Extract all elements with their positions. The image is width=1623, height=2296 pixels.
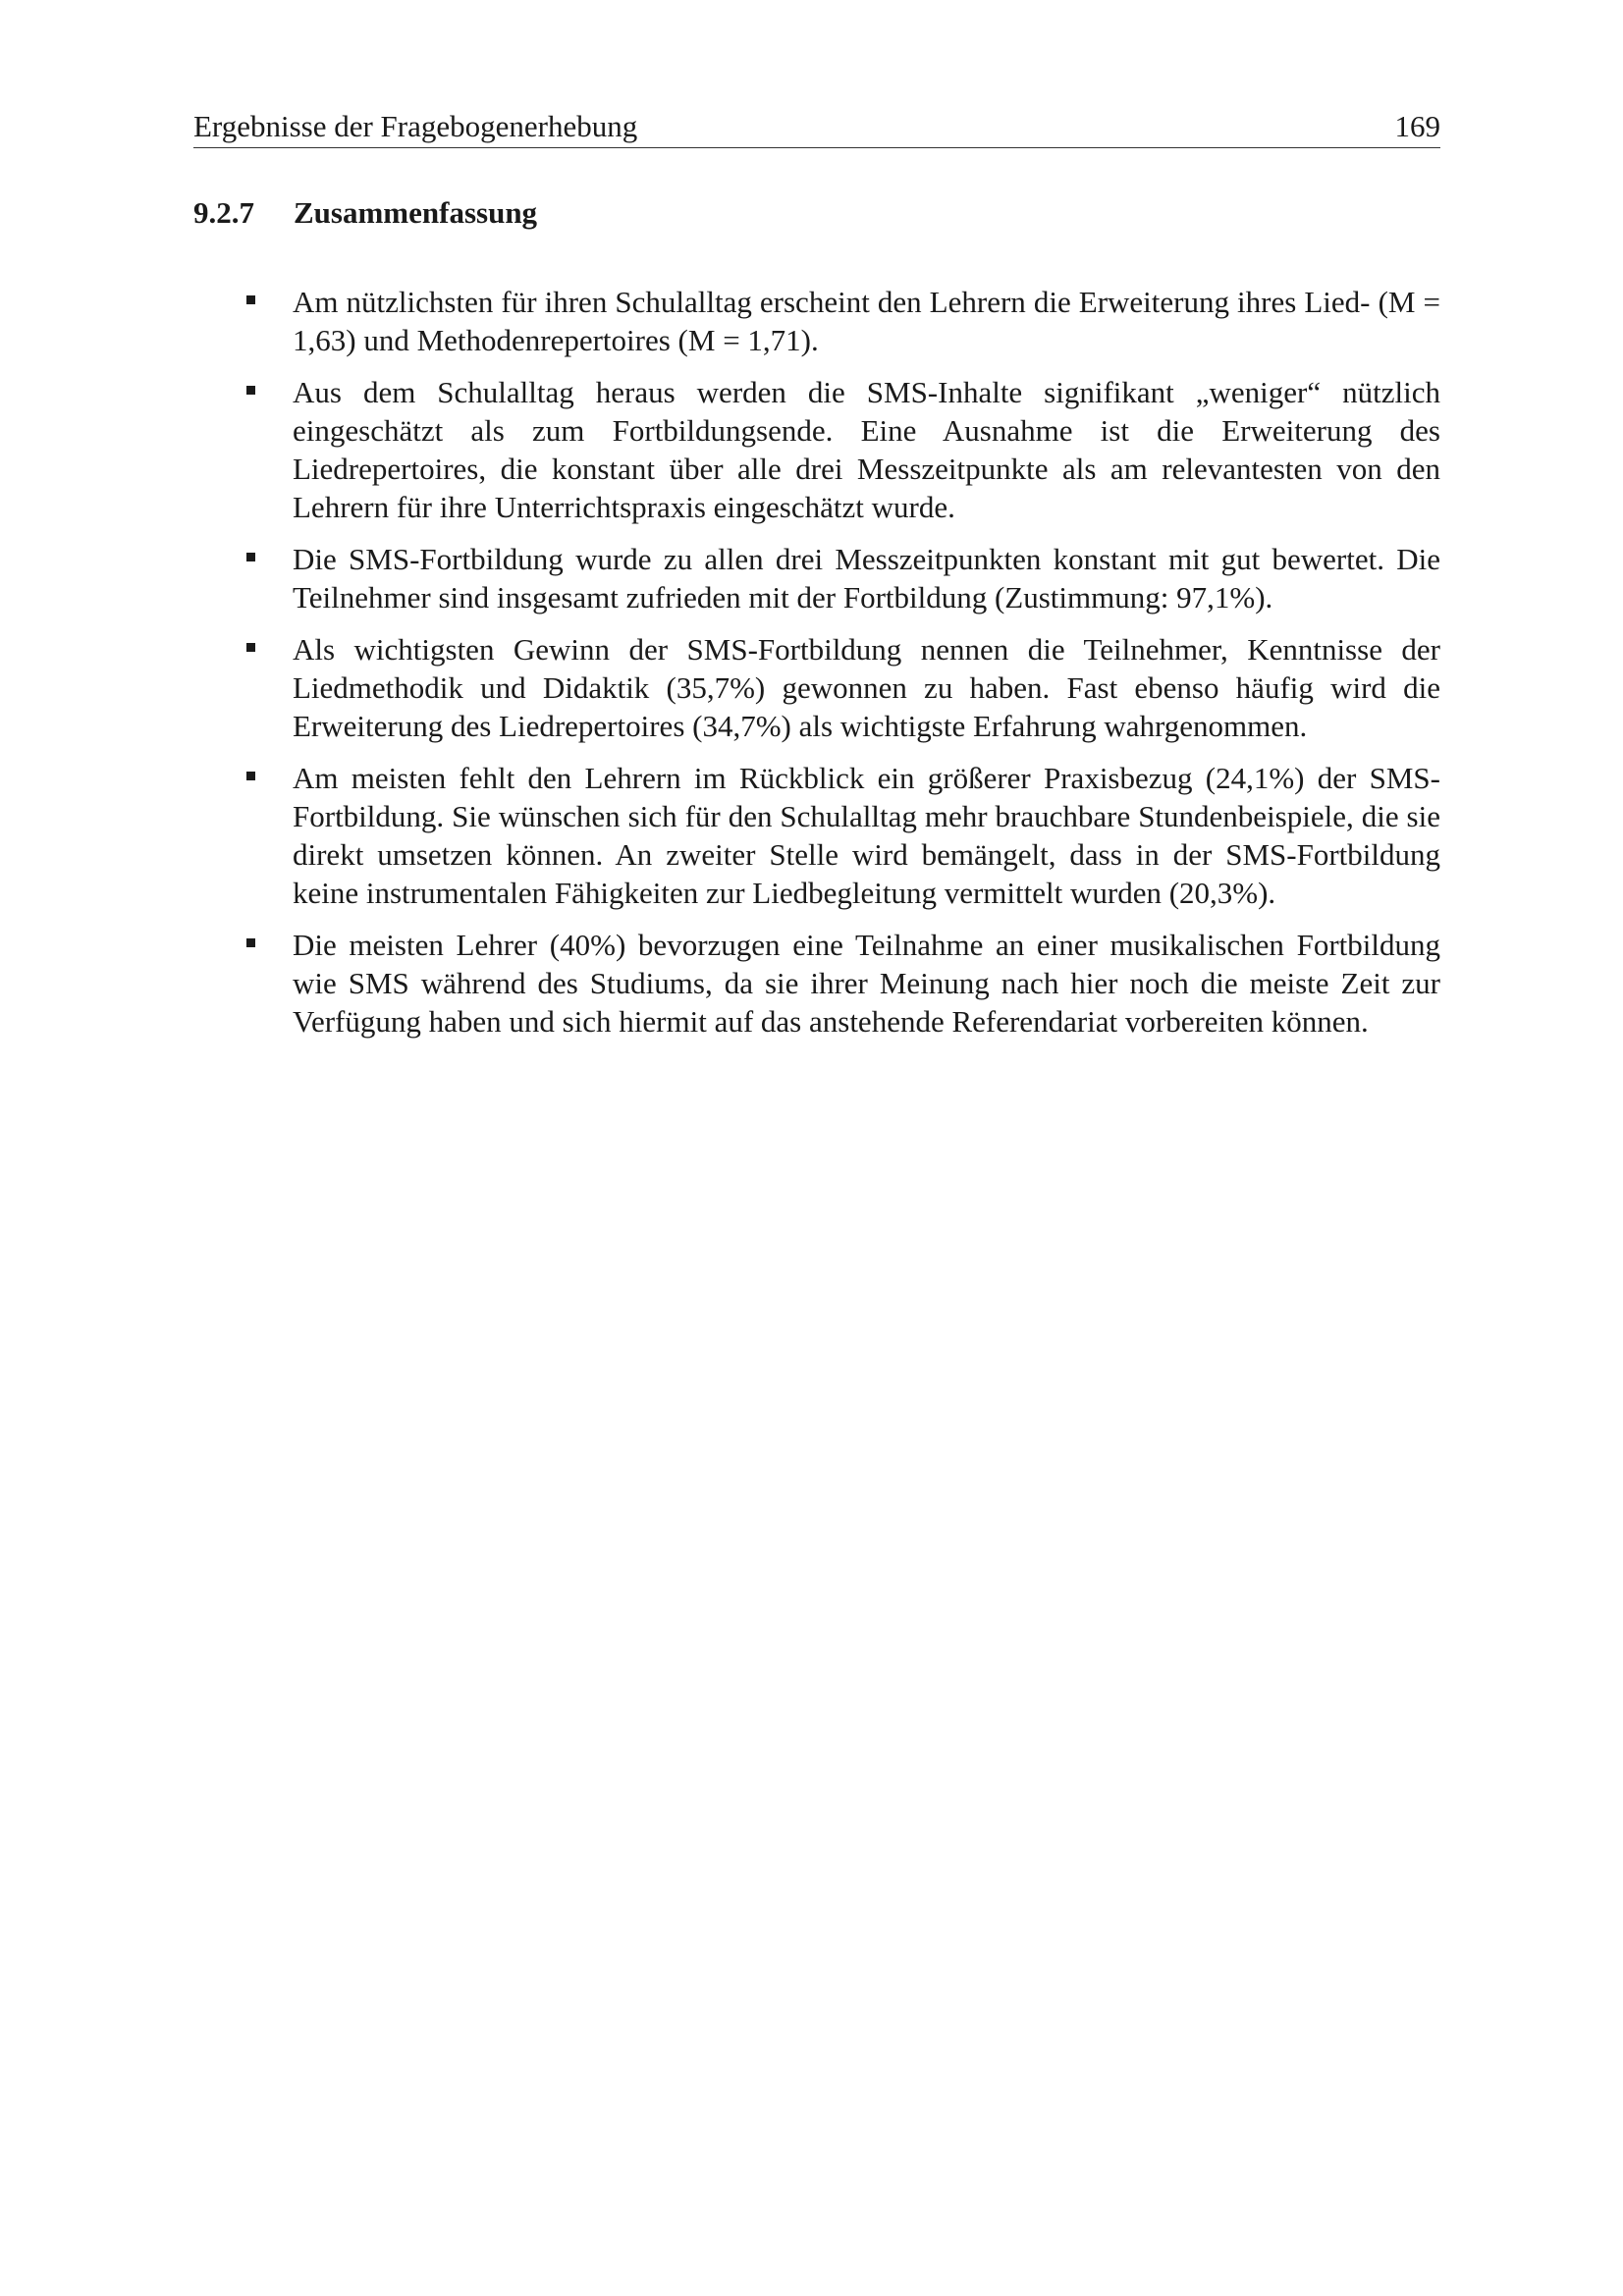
- running-header-title: Ergebnisse der Fragebogenerhebung: [193, 109, 638, 143]
- square-bullet-icon: [246, 553, 255, 561]
- list-item-text: Die meisten Lehrer (40%) bevorzugen eine Teilnahme an einer musikalischen Fortbildung wie SMS während des Studiums, da sie ihrer Meinung nach hier noch die meiste Zeit zur Verfügung haben und sich hiermit auf das anstehende Referendariat vorbereiten können.: [293, 928, 1440, 1039]
- list-item-text: Am meisten fehlt den Lehrern im Rückblick ein größerer Praxisbezug (24,1%) der SMS-Fortbildung. Sie wünschen sich für den Schulalltag mehr brauchbare Stundenbeispiele, die sie direkt umsetzen können. An zweiter Stelle wird bemängelt, dass in der SMS-Fortbildung keine instrumentalen Fähigkeiten zur Liedbegleitung vermittelt wurden (20,3%).: [293, 761, 1440, 910]
- list-item-text: Am nützlichsten für ihren Schulalltag erscheint den Lehrern die Erweiterung ihres Lied- (M = 1,63) und Methodenrepertoires (M = 1,71).: [293, 285, 1440, 357]
- list-item: [193, 630, 1440, 745]
- section-number: 9.2.7: [193, 195, 254, 230]
- list-item-text: Aus dem Schulalltag heraus werden die SMS-Inhalte signifikant „weniger“ nützlich eingeschätzt als zum Fortbildungsende. Eine Ausnahme ist die Erweiterung des Liedrepertoires, die konstant über alle drei Messzeitpunkte als am relevantesten von den Lehrern für ihre Unterrichtspraxis eingeschätzt wurde.: [293, 375, 1440, 524]
- square-bullet-icon: [246, 772, 255, 780]
- list-item: [193, 926, 1440, 1041]
- square-bullet-icon: [246, 643, 255, 652]
- page-number: 169: [1394, 109, 1440, 143]
- running-header: [193, 106, 1440, 148]
- summary-bullet-list: [193, 283, 1440, 1054]
- list-item: [193, 540, 1440, 616]
- square-bullet-icon: [246, 386, 255, 395]
- section-title: Zusammenfassung: [294, 195, 538, 230]
- list-item: [193, 283, 1440, 359]
- list-item: [193, 759, 1440, 912]
- square-bullet-icon: [246, 295, 255, 304]
- square-bullet-icon: [246, 938, 255, 947]
- list-item: [193, 373, 1440, 526]
- list-item-text: Die SMS-Fortbildung wurde zu allen drei Messzeitpunkten konstant mit gut bewertet. Die Teilnehmer sind insgesamt zufrieden mit der Fortbildung (Zustimmung: 97,1%).: [293, 542, 1440, 614]
- list-item-text: Als wichtigsten Gewinn der SMS-Fortbildung nennen die Teilnehmer, Kenntnisse der Liedmethodik und Didaktik (35,7%) gewonnen zu haben. Fast ebenso häufig wird die Erweiterung des Liedrepertoires (34,7%) als wichtigste Erfahrung wahrgenommen.: [293, 632, 1440, 743]
- section-heading: [193, 192, 537, 234]
